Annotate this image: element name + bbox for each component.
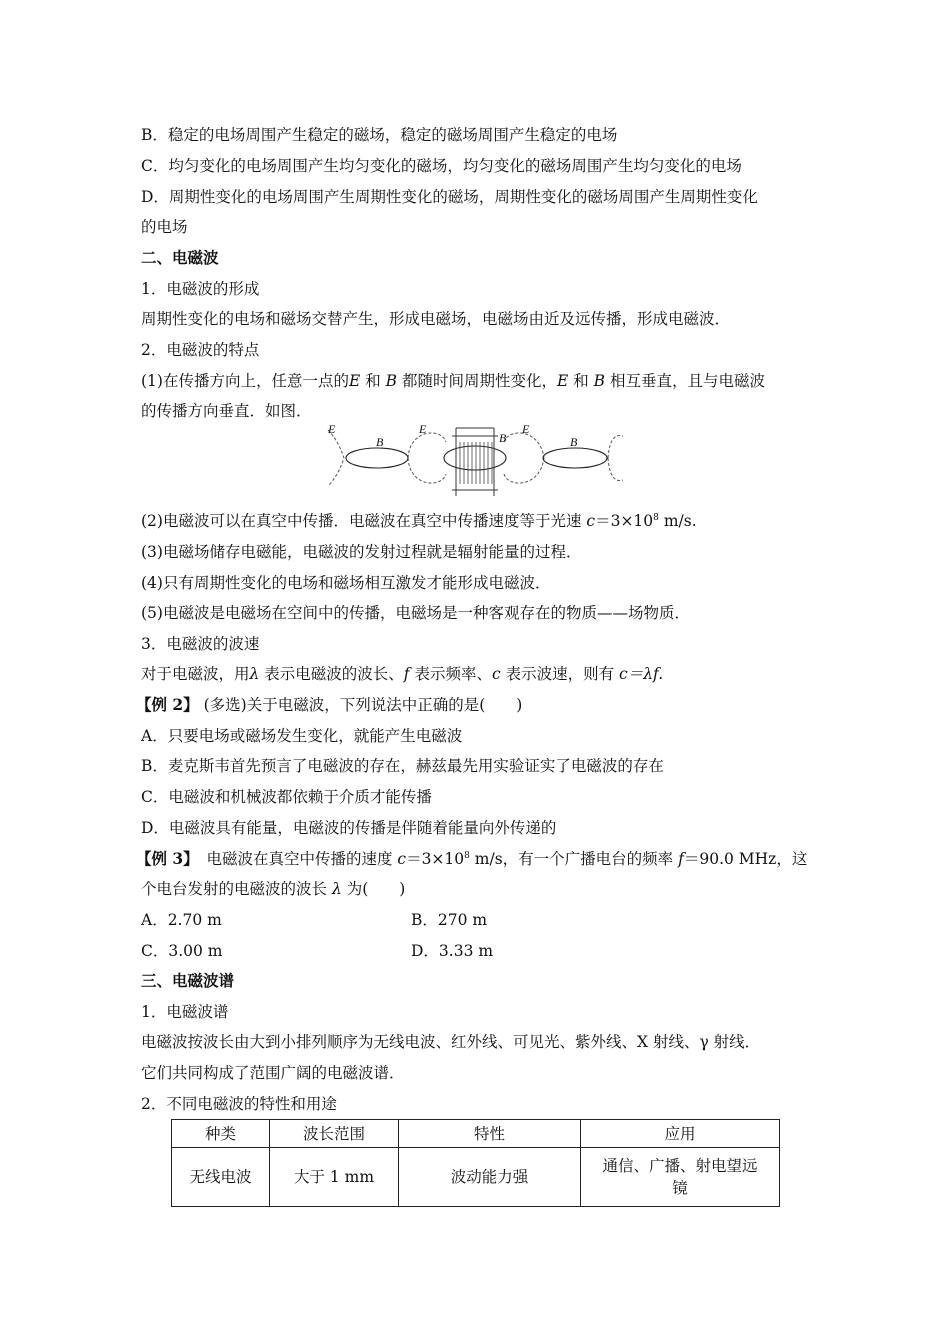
text-run: (2)电磁波可以在真空中传播．电磁波在真空中传播速度等于光速 xyxy=(141,512,587,530)
point-5: (5)电磁波是电磁场在空间中的传播，电磁场是一种客观存在的物质——场物质． xyxy=(141,604,690,622)
text-run: ＝3×10 xyxy=(595,512,654,530)
e-field-line xyxy=(504,458,544,483)
point-1-line1 xyxy=(141,371,765,391)
var-f: f xyxy=(678,850,684,868)
var-c: c xyxy=(397,850,407,868)
option-b: B．稳定的电场周围产生稳定的磁场，稳定的磁场周围产生稳定的电场 xyxy=(141,126,618,144)
b-field-ellipse xyxy=(444,446,506,470)
e-field-line xyxy=(408,458,446,483)
example-3-option-b: B．270 m xyxy=(411,911,488,929)
point-1-line2: 的传播方向垂直．如图． xyxy=(141,402,312,420)
example-3-option-a: A．2.70 m xyxy=(141,911,222,929)
e-field-line xyxy=(608,435,623,458)
example-3-option-d: D．3.33 m xyxy=(411,942,494,960)
text-run: (多选)关于电磁波，下列说法中正确的是( ) xyxy=(198,696,523,714)
subsection-3-1-text1: 电磁波按波长由大到小排列顺序为无线电波、红外线、可见光、紫外线、X 射线、γ 射线． xyxy=(141,1033,761,1051)
e-field-line xyxy=(608,458,623,481)
table-header: 种类 xyxy=(172,1120,270,1148)
text-run: 表示波速，则有 xyxy=(500,665,620,683)
point-2 xyxy=(141,511,697,531)
example-3-option-c: C．3.00 m xyxy=(141,942,223,960)
point-4: (4)只有周期性变化的电场和磁场相互激发才能形成电磁波． xyxy=(141,574,551,592)
var-e: E xyxy=(348,372,361,390)
cell-line: 镜 xyxy=(672,1179,688,1197)
example-tag: 【例 2】 xyxy=(136,695,199,714)
subsection-2-1: 1．电磁波的形成 xyxy=(141,280,260,298)
subsection-2-1-text: 周期性变化的电场和磁场交替产生，形成电磁场，电磁场由近及远传播，形成电磁波． xyxy=(141,310,731,328)
example-2-option-b: B．麦克斯韦首先预言了电磁波的存在，赫兹最先用实验证实了电磁波的存在 xyxy=(141,757,664,775)
section-3-heading: 三、电磁波谱 xyxy=(141,971,235,990)
label-e: E xyxy=(522,422,530,436)
option-d-line2: 的电场 xyxy=(141,218,188,236)
example-3-question-line1 xyxy=(136,849,807,869)
table-header: 特性 xyxy=(399,1120,581,1148)
text-run: 相互垂直，且与电磁波 xyxy=(605,372,765,390)
table-cell: 大于 1 mm xyxy=(270,1148,399,1207)
table-row xyxy=(172,1148,780,1207)
point-3: (3)电磁场储存电磁能，电磁波的发射过程就是辐射能量的过程． xyxy=(141,543,582,561)
table-header-row xyxy=(172,1120,780,1148)
cell-line: 通信、广播、射电望远 xyxy=(602,1157,758,1175)
label-e: E xyxy=(419,422,427,436)
text-run: 个电台发射的电磁波的波长 xyxy=(141,880,332,898)
subsection-2-2: 2．电磁波的特点 xyxy=(141,341,260,359)
text-run: ＝3×10 xyxy=(406,850,465,868)
var-e: E xyxy=(556,372,569,390)
em-wave-diagram xyxy=(318,418,630,496)
label-b: B xyxy=(570,435,578,449)
text-run: ＝90.0 MHz，这 xyxy=(683,850,808,868)
label-b: B xyxy=(499,431,507,445)
subsection-3-2: 2．不同电磁波的特性和用途 xyxy=(141,1095,337,1113)
text-run: m/s. xyxy=(658,512,697,530)
subsection-2-3-text xyxy=(141,664,663,684)
text-run: 电磁波在真空中传播的速度 xyxy=(190,850,398,868)
label-e: E xyxy=(328,422,336,436)
var-lambda: λ xyxy=(331,880,342,898)
example-tag: 【例 3】 xyxy=(136,849,191,868)
subsection-3-1: 1．电磁波谱 xyxy=(141,1003,229,1021)
text-run: m/s，有一个广播电台的频率 xyxy=(469,850,679,868)
var-c: c xyxy=(491,665,501,683)
table-cell: 无线电波 xyxy=(172,1148,270,1207)
table-header: 应用 xyxy=(581,1120,780,1148)
subsection-3-1-text2: 它们共同构成了范围广阔的电磁波谱． xyxy=(141,1064,405,1082)
example-2-option-d: D．电磁波具有能量，电磁波的传播是伴随着能量向外传递的 xyxy=(141,819,557,837)
text-run: 对于电磁波，用 xyxy=(141,665,250,683)
text-run: 都随时间周期性变化， xyxy=(397,372,557,390)
exponent: 8 xyxy=(464,851,470,861)
option-d-line1: D．周期性变化的电场周围产生周期性变化的磁场，周期性变化的磁场周围产生周期性变化 xyxy=(141,188,758,206)
exponent: 8 xyxy=(653,513,659,523)
option-c: C．均匀变化的电场周围产生均匀变化的磁场，均匀变化的磁场周围产生均匀变化的电场 xyxy=(141,157,742,175)
example-2-question xyxy=(136,695,522,715)
table-cell xyxy=(581,1148,780,1207)
formula: c＝λf. xyxy=(619,665,664,683)
table-cell: 波动能力强 xyxy=(399,1148,581,1207)
example-2-option-a: A．只要电场或磁场发生变化，就能产生电磁波 xyxy=(141,727,463,745)
b-field-ellipse xyxy=(346,448,408,468)
example-3-question-line2 xyxy=(141,879,405,899)
b-field-ellipse xyxy=(543,448,607,468)
section-2-heading: 二、电磁波 xyxy=(141,248,219,267)
e-field-line xyxy=(504,433,544,458)
var-f: f xyxy=(403,665,410,683)
var-lambda: λ xyxy=(249,665,260,683)
subsection-2-3: 3．电磁波的波速 xyxy=(141,635,260,653)
text-run: 为( ) xyxy=(341,880,406,898)
var-b: B xyxy=(593,372,606,390)
var-b: B xyxy=(385,372,398,390)
text-run: 和 xyxy=(360,372,386,390)
e-field-line xyxy=(408,433,446,458)
em-spectrum-table xyxy=(171,1119,780,1207)
var-c: c xyxy=(586,512,596,530)
text-run: 和 xyxy=(568,372,594,390)
e-field-line xyxy=(328,430,344,486)
table-header: 波长范围 xyxy=(270,1120,399,1148)
label-b: B xyxy=(376,435,384,449)
text-run: 表示电磁波的波长、 xyxy=(259,665,404,683)
example-2-option-c: C．电磁波和机械波都依赖于介质才能传播 xyxy=(141,788,432,806)
text-run: (1)在传播方向上，任意一点的 xyxy=(141,372,349,390)
text-run: 表示频率、 xyxy=(409,665,492,683)
